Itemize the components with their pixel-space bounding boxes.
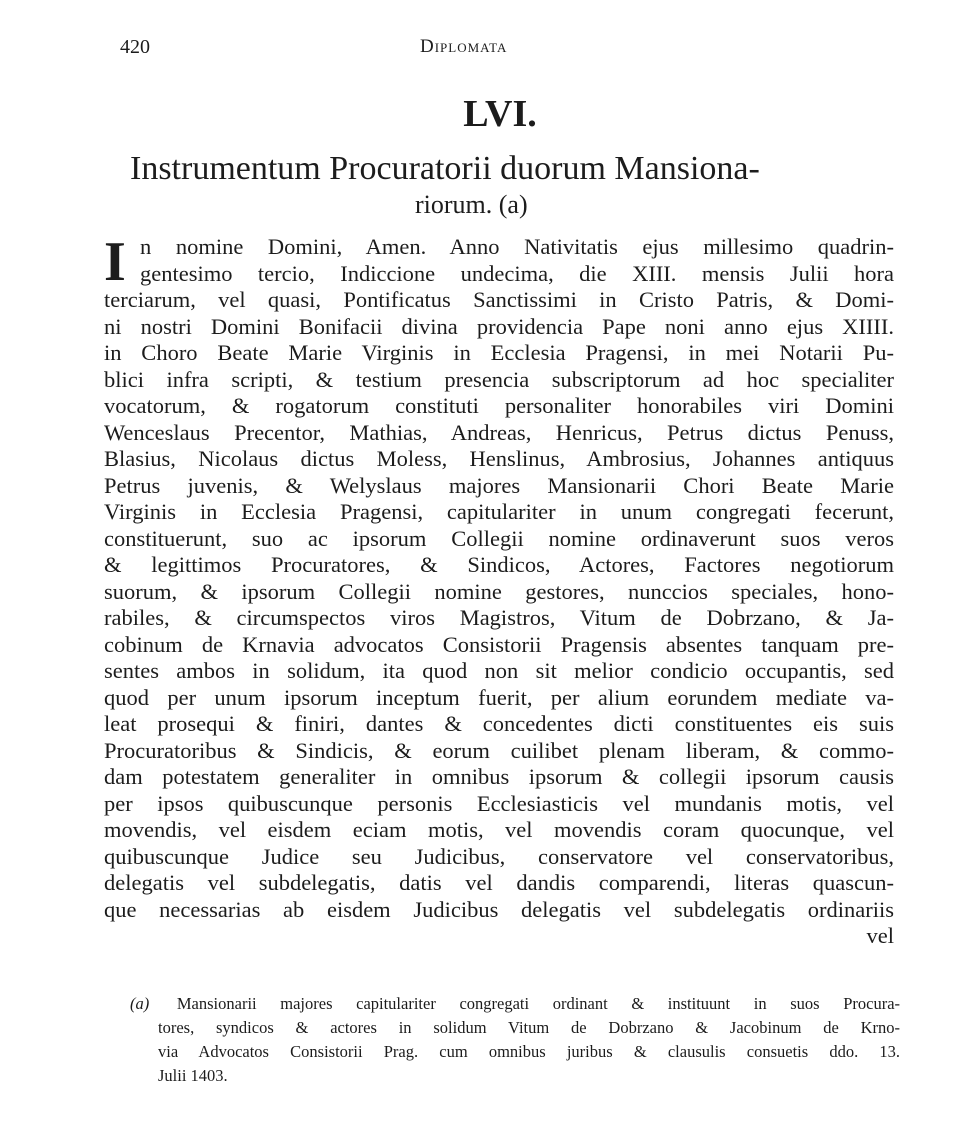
document-title-continuation: riorum. (a) xyxy=(415,190,528,219)
body-line: dam potestatem generaliter in omnibus ipsorum & collegii ipsorum causis xyxy=(104,764,894,789)
body-line: movendis, vel eisdem eciam motis, vel movendis coram quocunque, vel xyxy=(104,817,894,842)
footnote-line: via Advocatos Consistorii Prag. cum omnibus juribus & clausulis consuetis ddo. 13. xyxy=(158,1042,900,1061)
body-line: per ipsos quibuscunque personis Ecclesiasticis vel mundanis motis, vel xyxy=(104,790,894,816)
body-line: rabiles, & circumspectos viros Magistros, Vitum de Dobrzano, & Ja- xyxy=(104,605,894,630)
footnote-line: Julii 1403. xyxy=(158,1066,228,1085)
body-line: leat prosequi & finiri, dantes & concedentes dicti constituentes eis suis xyxy=(104,711,894,736)
body-line: suorum, & ipsorum Collegii nomine gestores, nunccios speciales, hono- xyxy=(104,578,894,604)
body-line: cobinum de Krnavia advocatos Consistorii Pragensis absentes tanquam pre- xyxy=(104,631,894,657)
body-line: Virginis in Ecclesia Pragensi, capitulariter in unum congregati fecerunt, xyxy=(104,499,894,524)
body-line: sentes ambos in solidum, ita quod non sit melior condicio occupantis, sed xyxy=(104,658,894,683)
footnote-line: tores, syndicos & actores in solidum Vitum de Dobrzano & Jacobinum de Krno- xyxy=(158,1018,900,1037)
body-line: blici infra scripti, & testium presencia subscriptorum ad hoc specialiter xyxy=(104,366,894,392)
body-line: quod per unum ipsorum inceptum fuerit, per alium eorundem mediate va- xyxy=(104,684,894,710)
catchword: vel xyxy=(866,923,894,948)
footnote-line-text: Mansionarii majores capitulariter congregati ordinant & instituunt in suos Procura- xyxy=(176,994,901,1013)
footnote-mark: (a) xyxy=(130,994,150,1013)
body-line: terciarum, vel quasi, Pontificatus Sanctissimi in Cristo Patris, & Domi- xyxy=(104,287,894,312)
body-line: & legittimos Procuratores, & Sindicos, Actores, Factores negotiorum xyxy=(104,552,894,577)
body-line: in Choro Beate Marie Virginis in Ecclesia Pragensi, in mei Notarii Pu- xyxy=(104,340,894,365)
document-body xyxy=(104,231,894,950)
body-line: gentesimo tercio, Indiccione undecima, die XIII. mensis Julii hora xyxy=(140,260,894,286)
footnote xyxy=(130,992,900,1088)
footnote-line xyxy=(130,992,900,1016)
body-line: Petrus juvenis, & Welyslaus majores Mansionarii Chori Beate Marie xyxy=(104,472,894,498)
body-line: delegatis vel subdelegatis, datis vel dandis comparendi, literas quascun- xyxy=(104,870,894,895)
document-title: Instrumentum Procuratorii duorum Mansiona- xyxy=(130,150,760,187)
body-line: Wenceslaus Precentor, Mathias, Andreas, Henricus, Petrus dictus Penuss, xyxy=(104,419,894,445)
page-number: 420 xyxy=(120,36,150,58)
body-line: Blasius, Nicolaus dictus Moless, Henslinus, Ambrosius, Johannes antiquus xyxy=(104,446,894,471)
body-line: ni nostri Domini Bonifacii divina providencia Pape noni anno ejus XIIII. xyxy=(104,313,894,339)
document-number: LVI. xyxy=(463,93,537,135)
body-line: constituerunt, suo ac ipsorum Collegii nomine ordinaverunt suos veros xyxy=(104,525,894,551)
body-line: quibuscunque Judice seu Judicibus, conservatore vel conservatoribus, xyxy=(104,843,894,869)
body-line: que necessarias ab eisdem Judicibus delegatis vel subdelegatis ordinariis xyxy=(104,896,894,922)
drop-initial: I xyxy=(104,231,126,293)
body-line: vocatorum, & rogatorum constituti personaliter honorabiles viri Domini xyxy=(104,393,894,418)
running-title: Diplomata xyxy=(420,36,508,57)
body-line: Procuratoribus & Sindicis, & eorum cuilibet plenam liberam, & commo- xyxy=(104,737,894,763)
body-line-text: n nomine Domini, Amen. Anno Nativitatis ejus millesimo quadrin- xyxy=(140,234,894,259)
